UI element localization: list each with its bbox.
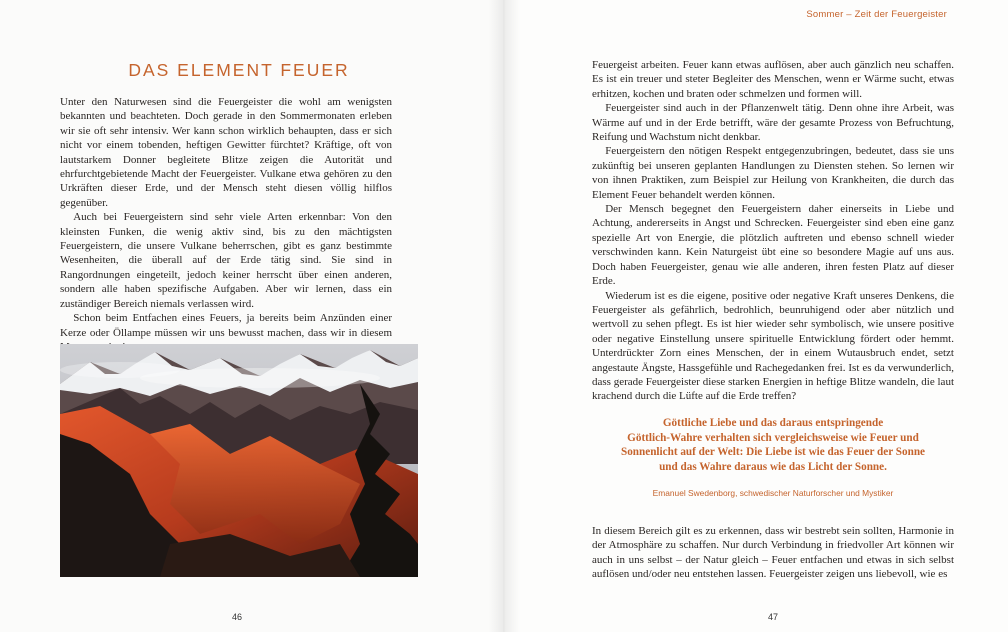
page-number-left: 46 [232, 612, 243, 622]
pull-quote [592, 416, 954, 474]
paragraph: Feuergeist arbeiten. Feuer kann etwas auflösen, aber auch gänzlich neu schaffen. Es ist ein treuer und steter Begleiter des Menschen, wenn er Wärme sucht, etwas erhitzen, kochen und braten oder schmelzen und formen will. [592, 59, 954, 100]
paragraph: In diesem Bereich gilt es zu erkennen, dass wir bestrebt sein sollten, Harmonie in der Atmosphäre zu schaffen. Nur durch Verbindung in friedvoller Art können wir auch in uns selbst – der Natur gleich – Feuer entfachen und etwas in sich selbst auflösen und/oder neu entstehen lassen. Feuergeister zeigen uns liebevoll, wie es [592, 525, 954, 581]
paragraph: Unter den Naturwesen sind die Feuergeister die wohl am wenigsten bekannten und beachteten. Doch gerade in den Sommermonaten erleben wir sie oft sehr intensiv. Wer kann schon wirklich behaupten, dass er sich nicht vor einem tobenden, heftigen Gewitter fürchtet? Kräftige, oft von lautstarkem Donner begleitete Blitze zeigen die Autorität und ehrfurchtgebietende Macht der Feuergeister. Vulkane etwa gehören zu den Urkräften dieser Erde, und der Mensch steht diesen völlig hilflos gegenüber. [60, 96, 392, 209]
page-number-right: 47 [768, 612, 779, 622]
quote-line: Göttliche Liebe und das daraus entspringende [662, 417, 884, 429]
running-head: Sommer – Zeit der Feuergeister [806, 9, 947, 20]
paragraph: Der Mensch begegnet den Feuergeistern daher einerseits in Liebe und Achtung, andererseits in Angst und Schrecken. Feuergeister sind eben eine ganz spezielle Art von Energie, die plötzlich auftreten und ebenso schnell wieder verschwinden kann. Kein Naturgeist übt eine so besondere Magie auf uns aus. Doch haben Feuergeister, genau wie alle anderen, ihren festen Platz auf dieser Erde. [592, 203, 954, 288]
paragraph: Wiederum ist es die eigene, positive oder negative Kraft unseres Denkens, die Feuergeister als gefährlich, bedrohlich, beunruhigend oder aber nützlich und wertvoll zu sehen pflegt. Es ist hier wieder sehr symbolisch, wie unsere positive oder negative Einstellung unsere spirituelle Entwicklung fördert oder hemmt. Unterdrückter Zorn eines Menschen, der in einem Wutausbruch endet, setzt angestaute Ängste, Hassgefühle und Rachegedanken frei. Ist es da verwunderlich, dass gerade Feuergeister diese starken Energien in heftige Blitze wandeln, die laut krachend durch die Lüfte auf die Erde treffen? [592, 289, 954, 403]
mountain-sunset-photo [60, 344, 418, 577]
quote-line: und das Wahre daraus wie das Licht der Sonne. [659, 460, 887, 473]
chapter-title: DAS ELEMENT FEUER [128, 60, 350, 80]
quote-attribution: Emanuel Swedenborg, schwedischer Naturforscher und Mystiker [652, 488, 894, 498]
right-page [504, 0, 1008, 632]
paragraph: Feuergeister sind auch in der Pflanzenwelt tätig. Denn ohne ihre Arbeit, was Wärme auf und in der Erde betrifft, wäre der gesamte Prozess von Befruchtung, Reifung und Wachstum nicht denkbar. [592, 102, 954, 144]
paragraph: Auch bei Feuergeistern sind sehr viele Arten erkennbar: Von den kleinsten Funken, die wenig aktiv sind, bis zu den mächtigsten Feuergeistern, die unsere Vulkane beherrschen, gibt es ganz bestimmte Wesenheiten, die überall auf der Erde tätig sind. Sie sind in Rangordnungen eingeteilt, jedoch keiner herrscht über einen anderen, sondern alle haben spezifische Aufgaben. Aber wir lernen, dass ein zuständiger Bereich niemals verlassen wird. [60, 211, 392, 310]
paragraph: Feuergeistern den nötigen Respekt entgegenzubringen, bedeutet, dass sie uns zukünftig bei unseren geplanten Handlungen zu Diensten stehen. So lernen wir von ihnen Praktiken, zum Beispiel zur Heilung von Krankheiten, die durch das Element Feuer behandelt werden können. [592, 145, 954, 201]
quote-line: Sonnenlicht auf der Welt: Die Liebe ist wie das Feuer der Sonne [620, 446, 926, 459]
left-body-text [60, 95, 392, 354]
paragraph: Schon beim Entfachen eines Feuers, ja bereits beim Anzünden einer Kerze oder Öllampe müssen wir uns bewusst machen, dass wir in diesem [60, 312, 392, 339]
quote-line: Göttlich-Wahre verhalten sich vergleichsweise wie Feuer und [627, 431, 919, 444]
right-body-text-bottom [592, 524, 954, 582]
right-body-text [592, 58, 954, 404]
